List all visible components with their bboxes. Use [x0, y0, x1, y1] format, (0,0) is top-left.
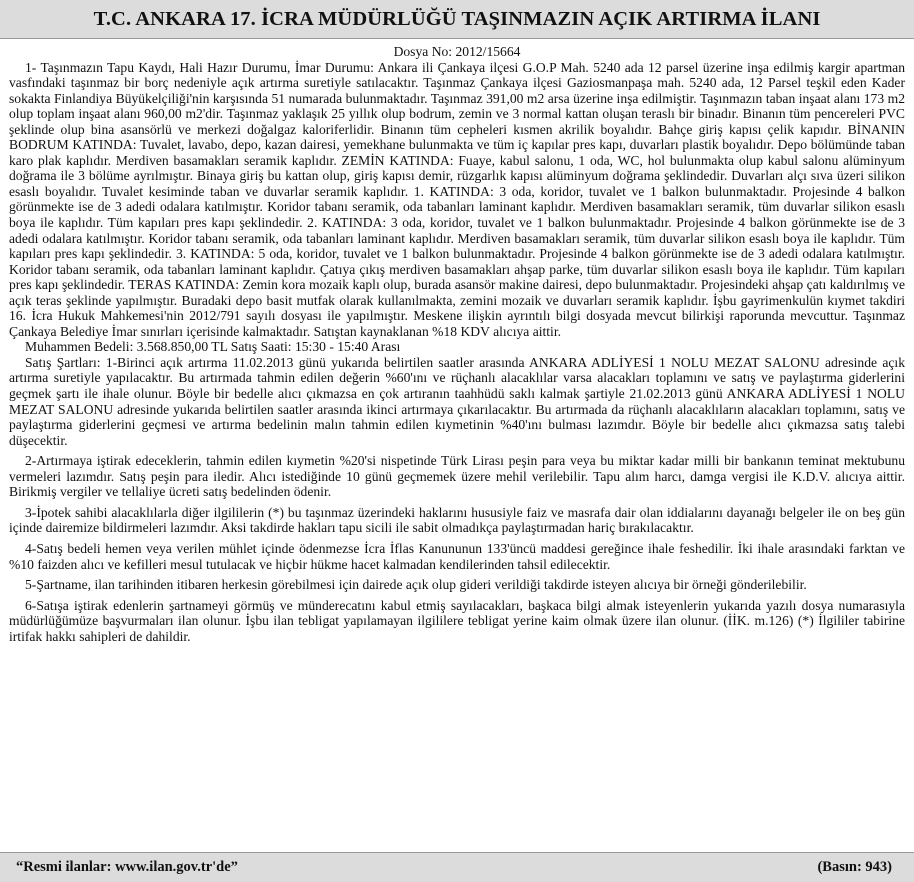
announcement-title: T.C. ANKARA 17. İCRA MÜDÜRLÜĞÜ TAŞINMAZIN AÇIK ARTIRMA İLANI — [93, 7, 821, 30]
footer-website-note: “Resmi ilanlar: www.ilan.gov.tr'de” — [16, 859, 238, 875]
paragraph-condition-5: 5-Şartname, ilan tarihinden itibaren herkesin görebilmesi için dairede açık olup gideri verildiği takdirde isteyen alıcıya bir örneği gönderilebilir. — [25, 577, 807, 593]
paragraph-estimated-value: Muhammen Bedeli: 3.568.850,00 TL Satış Saati: 15:30 - 15:40 Arası — [25, 339, 401, 355]
announcement-body — [9, 44, 905, 644]
title-bar — [0, 0, 914, 39]
footer-press-number: (Basın: 943) — [817, 859, 892, 875]
case-number: Dosya No: 2012/15664 — [393, 44, 521, 59]
paragraph-property-description: 1- Taşınmazın Tapu Kaydı, Hali Hazır Durumu, İmar Durumu: Ankara ili Çankaya ilçesi G.O.P Mah. 5240 ada 12 parsel üzerine inşa edilmiş kargir apartman vasfındaki taşınmaz bir borç nedeniyle açık artırma suretiyle satılacaktır. Taşınmaz Çankaya ilçesi Gaziosmanpaşa mah. 5240 ada, 12 Parsel teşkil eden Kader sokakta Finlandiya Büyükelçiliği'nin karşısında 51 numarada bulunmaktadır. Taşınmaz 391,00 m2 arsa üzerine inşa edilmiştir. Taşınmazın taban inşaat alanı 173 m2 olup toplam inşaat alanı 960,00 m2'dir. Taşınmaz yaklaşık 25 yıllık olup bodrum, zemin ve 3 normal kattan oluşan teraslı bir binadır. Binanın tüm pencereleri PVC şeklinde olup bina asansörlü ve merkezi doğalgaz kaloriferlidir. Binanın tüm cepheleri kısmen akrilik boyalıdır. Bahçe giriş kapısı çelik kapıdır. BİNANIN BODRUM KATINDA: Tuvalet, lavabo, depo, kazan dairesi, yemekhane bulunmakta ve tüm iç kapılar pres kapı, duvarları plastik boyalıdır. Depo bölümünde taban karo plak kaplıdır. Merdiven basamakları seramik kaplıdır. ZEMİN KATINDA: Fuaye, kabul salonu, 1 oda, WC, hol bulunmakta olup kabul salonu alüminyum doğrama ile 3 bölüme ayrılmıştır. Binaya giriş bu kattan olup, giriş kapısı demir, rüzgarlık kapısı alüminyum doğrama şeklindedir. Duvarları alçı sıva üzeri silikon esaslı boyalıdır. Tuvalet kesiminde taban ve duvarlar seramik kaplıdır. 1. KATINDA: 3 oda, koridor, tuvalet ve 1 balkon bulunmaktadır. Projesinde 4 balkon görünmekte ise de 3 adedi odalara katılmıştır. Koridor tabanı seramik, oda tabanları laminant kaplıdır. Merdiven basamakları seramik, tüm duvarlar silikon esaslı boya ile kaplıdır. Tüm kapıları pres kapı şeklindedir. 2. KATINDA: 3 oda, koridor, tuvalet ve 1 balkon bulunmaktadır. Projesinde 4 balkon görünmekte ise de 3 adedi odalara katılmıştır. Koridor tabanı seramik, oda tabanları laminant kaplıdır. Merdiven basamakları seramik, tüm duvarlar silikon esaslı boya ile kaplıdır. Tüm kapıları pres kapı şeklindedir. 3. KATINDA: 5 oda, koridor, tuvalet ve 1 balkon bulunmaktadır. Projesinde 4 balkon görünmekte ise de 3 adedi odalara katılmıştır. Koridor tabanı seramik, oda tabanları laminant kaplıdır. Çatıya çıkış merdiven basamakları ahşap parke, tüm duvarlar silikon esaslı boya ile kaplıdır. Tüm kapıları pres kapı şeklindedir. TERAS KATINDA: Zemin kora mozaik kaplı olup, burada asansör makine dairesi, depo bulunmaktadır. Projesindeki ahşap çatı kaldırılmış ve açık teras şeklinde yapılmıştır. Buradaki depo basit mutfak olarak kullanılmakta, zemini mozaik ve duvarları seramik kaplıdır. İşbu gayrimenkulün kıymet takdiri 16. İcra Hukuk Mahkemesi'nin 2012/791 sayılı dosyası ile yapılmıştır. Meskene ilişkin ayrıntılı bilgi dosyada mevcut bilirkişi raporunda mevcuttur. Taşınmaz Çankaya Belediye İmar sınırları içerisinde kalmaktadır. Satıştan kaynaklanan %18 KDV alıcıya aittir. — [9, 59, 905, 339]
paragraph-condition-2: 2-Artırmaya iştirak edeceklerin, tahmin edilen kıymetin %20'si nispetinde Türk Lirası peşin para veya bu miktar kadar milli bir bankanın teminat mektubunu vermeleri lazımdır. Satış peşin para iledir. Alıcı istediğinde 10 günü geçmemek üzere mehil verilebilir. Tapu alım harcı, damga vergisi ile K.D.V. alıcıya aittir. Birikmiş vergiler ve tellaliye ücreti satış bedelinden ödenir. — [9, 453, 905, 500]
footer-bar — [0, 852, 914, 882]
paragraph-condition-3: 3-İpotek sahibi alacaklılarla diğer ilgililerin (*) bu taşınmaz üzerindeki haklarını hususiyle faiz ve masrafa dair olan iddialarını dayanağı belgeler ile on beş gün içinde dairemize bildirmeleri lazımdır. Aksi takdirde hakları tapu sicili ile sabit olmadıkça paylaştırmadan hariç bırakılacaktır. — [9, 504, 905, 536]
paragraph-condition-4: 4-Satış bedeli hemen veya verilen mühlet içinde ödenmezse İcra İflas Kanununun 133'üncü maddesi gereğince ihale feshedilir. İki ihale arasındaki farktan ve %10 faizden alıcı ve kefilleri mesul tutulacak ve hiçbir hükme hacet kalmadan kendilerinden tahsil edilecektir. — [9, 540, 905, 572]
paragraph-condition-6: 6-Satışa iştirak edenlerin şartnameyi görmüş ve münderecatını kabul etmiş sayılacakları, başkaca bilgi almak isteyenlerin yukarıda yazılı dosya numarasıyla müdürlüğümüze başvurmaları ilan olunur. İşbu ilan tebligat yapılamayan ilgililere tebligat yerine kaim olmak üzere ilan olunur. (İİK. m.126) (*) İlgililer tabirine irtifak hakkı sahipleri de dahildir. — [9, 597, 905, 644]
paragraph-sale-conditions: Satış Şartları: 1-Birinci açık artırma 11.02.2013 günü yukarıda belirtilen saatler arasında ANKARA ADLİYESİ 1 NOLU MEZAT SALONU adresinde açık artırma suretiyle yapılacaktır. Bu artırmada tahmin edilen değerin %60'ını ve rüçhanlı alacaklılar varsa alacakları toplamını ve satış ve paylaştırma giderlerini geçmek şartı ile ihale olunur. Böyle bir bedelle alıcı çıkmazsa en çok artıranın taahhüdü saklı kalmak şartiyle 21.02.2013 günü ANKARA ADLİYESİ 1 NOLU MEZAT SALONU adresinde yukarıda belirtilen saatler arasında ikinci artırmaya çıkarılacaktır. Bu artırmada da rüçhanlı alacaklıların alacakları toplamını, satış ve paylaştırma giderlerini geçmesi ve artırma bedelinin malın tahmin edilen kıymetinin %40'ını bulması lazımdır. Böyle bir bedelle alıcı çıkmazsa satış talebi düşecektir. — [9, 354, 905, 448]
